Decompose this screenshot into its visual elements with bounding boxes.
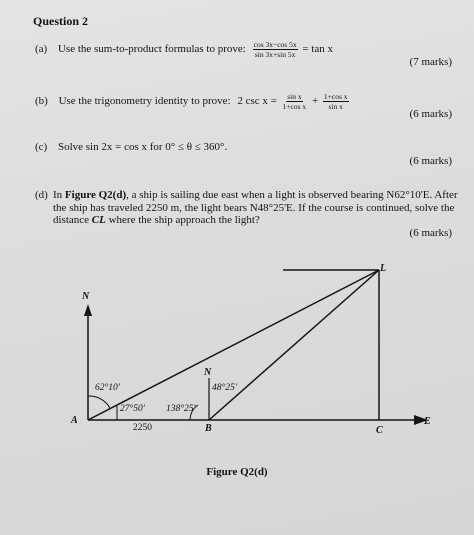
part-c-text: Solve sin 2x = cos x for 0° ≤ θ ≤ 360°. bbox=[57, 141, 228, 153]
part-a-rhs: = tan x bbox=[302, 43, 333, 56]
label-e: E bbox=[424, 416, 431, 427]
part-d-text-before: In bbox=[53, 189, 65, 201]
part-b-lhs: 2 csc x = bbox=[237, 95, 277, 108]
part-b-frac1-denominator: 1+cos x bbox=[282, 102, 307, 111]
label-a: A bbox=[71, 415, 78, 426]
part-b-frac1-numerator: sin x bbox=[287, 92, 302, 101]
angle-label-138: 138°25' bbox=[166, 404, 196, 414]
part-b-label: (b) bbox=[35, 95, 48, 108]
part-d-cl: CL bbox=[91, 214, 106, 226]
part-a-label: (a) bbox=[35, 43, 48, 56]
part-b-frac2-numerator: 1+cos x bbox=[323, 92, 348, 101]
label-l: L bbox=[380, 263, 387, 274]
label-c: C bbox=[376, 425, 383, 436]
part-c-label: (c) bbox=[35, 141, 48, 153]
label-b: B bbox=[205, 423, 212, 434]
distance-label-2250: 2250 bbox=[133, 423, 152, 433]
angle-label-48: 48°25' bbox=[212, 383, 237, 393]
label-n-left: N bbox=[82, 291, 90, 302]
question-title: Question 2 bbox=[33, 14, 89, 28]
part-d-text-after: , a ship is sailing due east when a light is observed bearing N62°10'E. After the ship has traveled 2250 m, the light bears N48°25'E. If the course is continued, solve the distance bbox=[53, 189, 458, 226]
part-a-marks: (7 marks) bbox=[409, 56, 452, 68]
part-d-figure-ref: Figure Q2(d) bbox=[64, 189, 127, 201]
part-b-text: Use the trigonometry identity to prove: bbox=[58, 95, 231, 108]
part-b-frac2-denominator: sin x bbox=[328, 102, 343, 111]
part-b-plus: + bbox=[311, 95, 319, 108]
part-a-numerator: cos 3x−cos 5x bbox=[253, 40, 297, 49]
angle-label-27: 27°50' bbox=[120, 404, 145, 414]
label-n-mid: N bbox=[204, 367, 212, 378]
part-d-marks: (6 marks) bbox=[409, 227, 452, 239]
north-arrow-icon bbox=[84, 304, 92, 316]
angle-arc-62 bbox=[88, 396, 110, 408]
part-d-text-end: where the ship approach the light? bbox=[105, 214, 260, 226]
part-b-marks: (6 marks) bbox=[409, 108, 452, 120]
part-a-text: Use the sum-to-product formulas to prove: bbox=[57, 43, 246, 56]
figure-caption: Figure Q2(d) bbox=[206, 466, 268, 478]
angle-label-62: 62°10' bbox=[95, 383, 120, 393]
part-a-denominator: sin 3x+sin 5x bbox=[254, 50, 296, 59]
part-d-label: (d) bbox=[35, 189, 48, 201]
part-c-marks: (6 marks) bbox=[409, 155, 452, 167]
